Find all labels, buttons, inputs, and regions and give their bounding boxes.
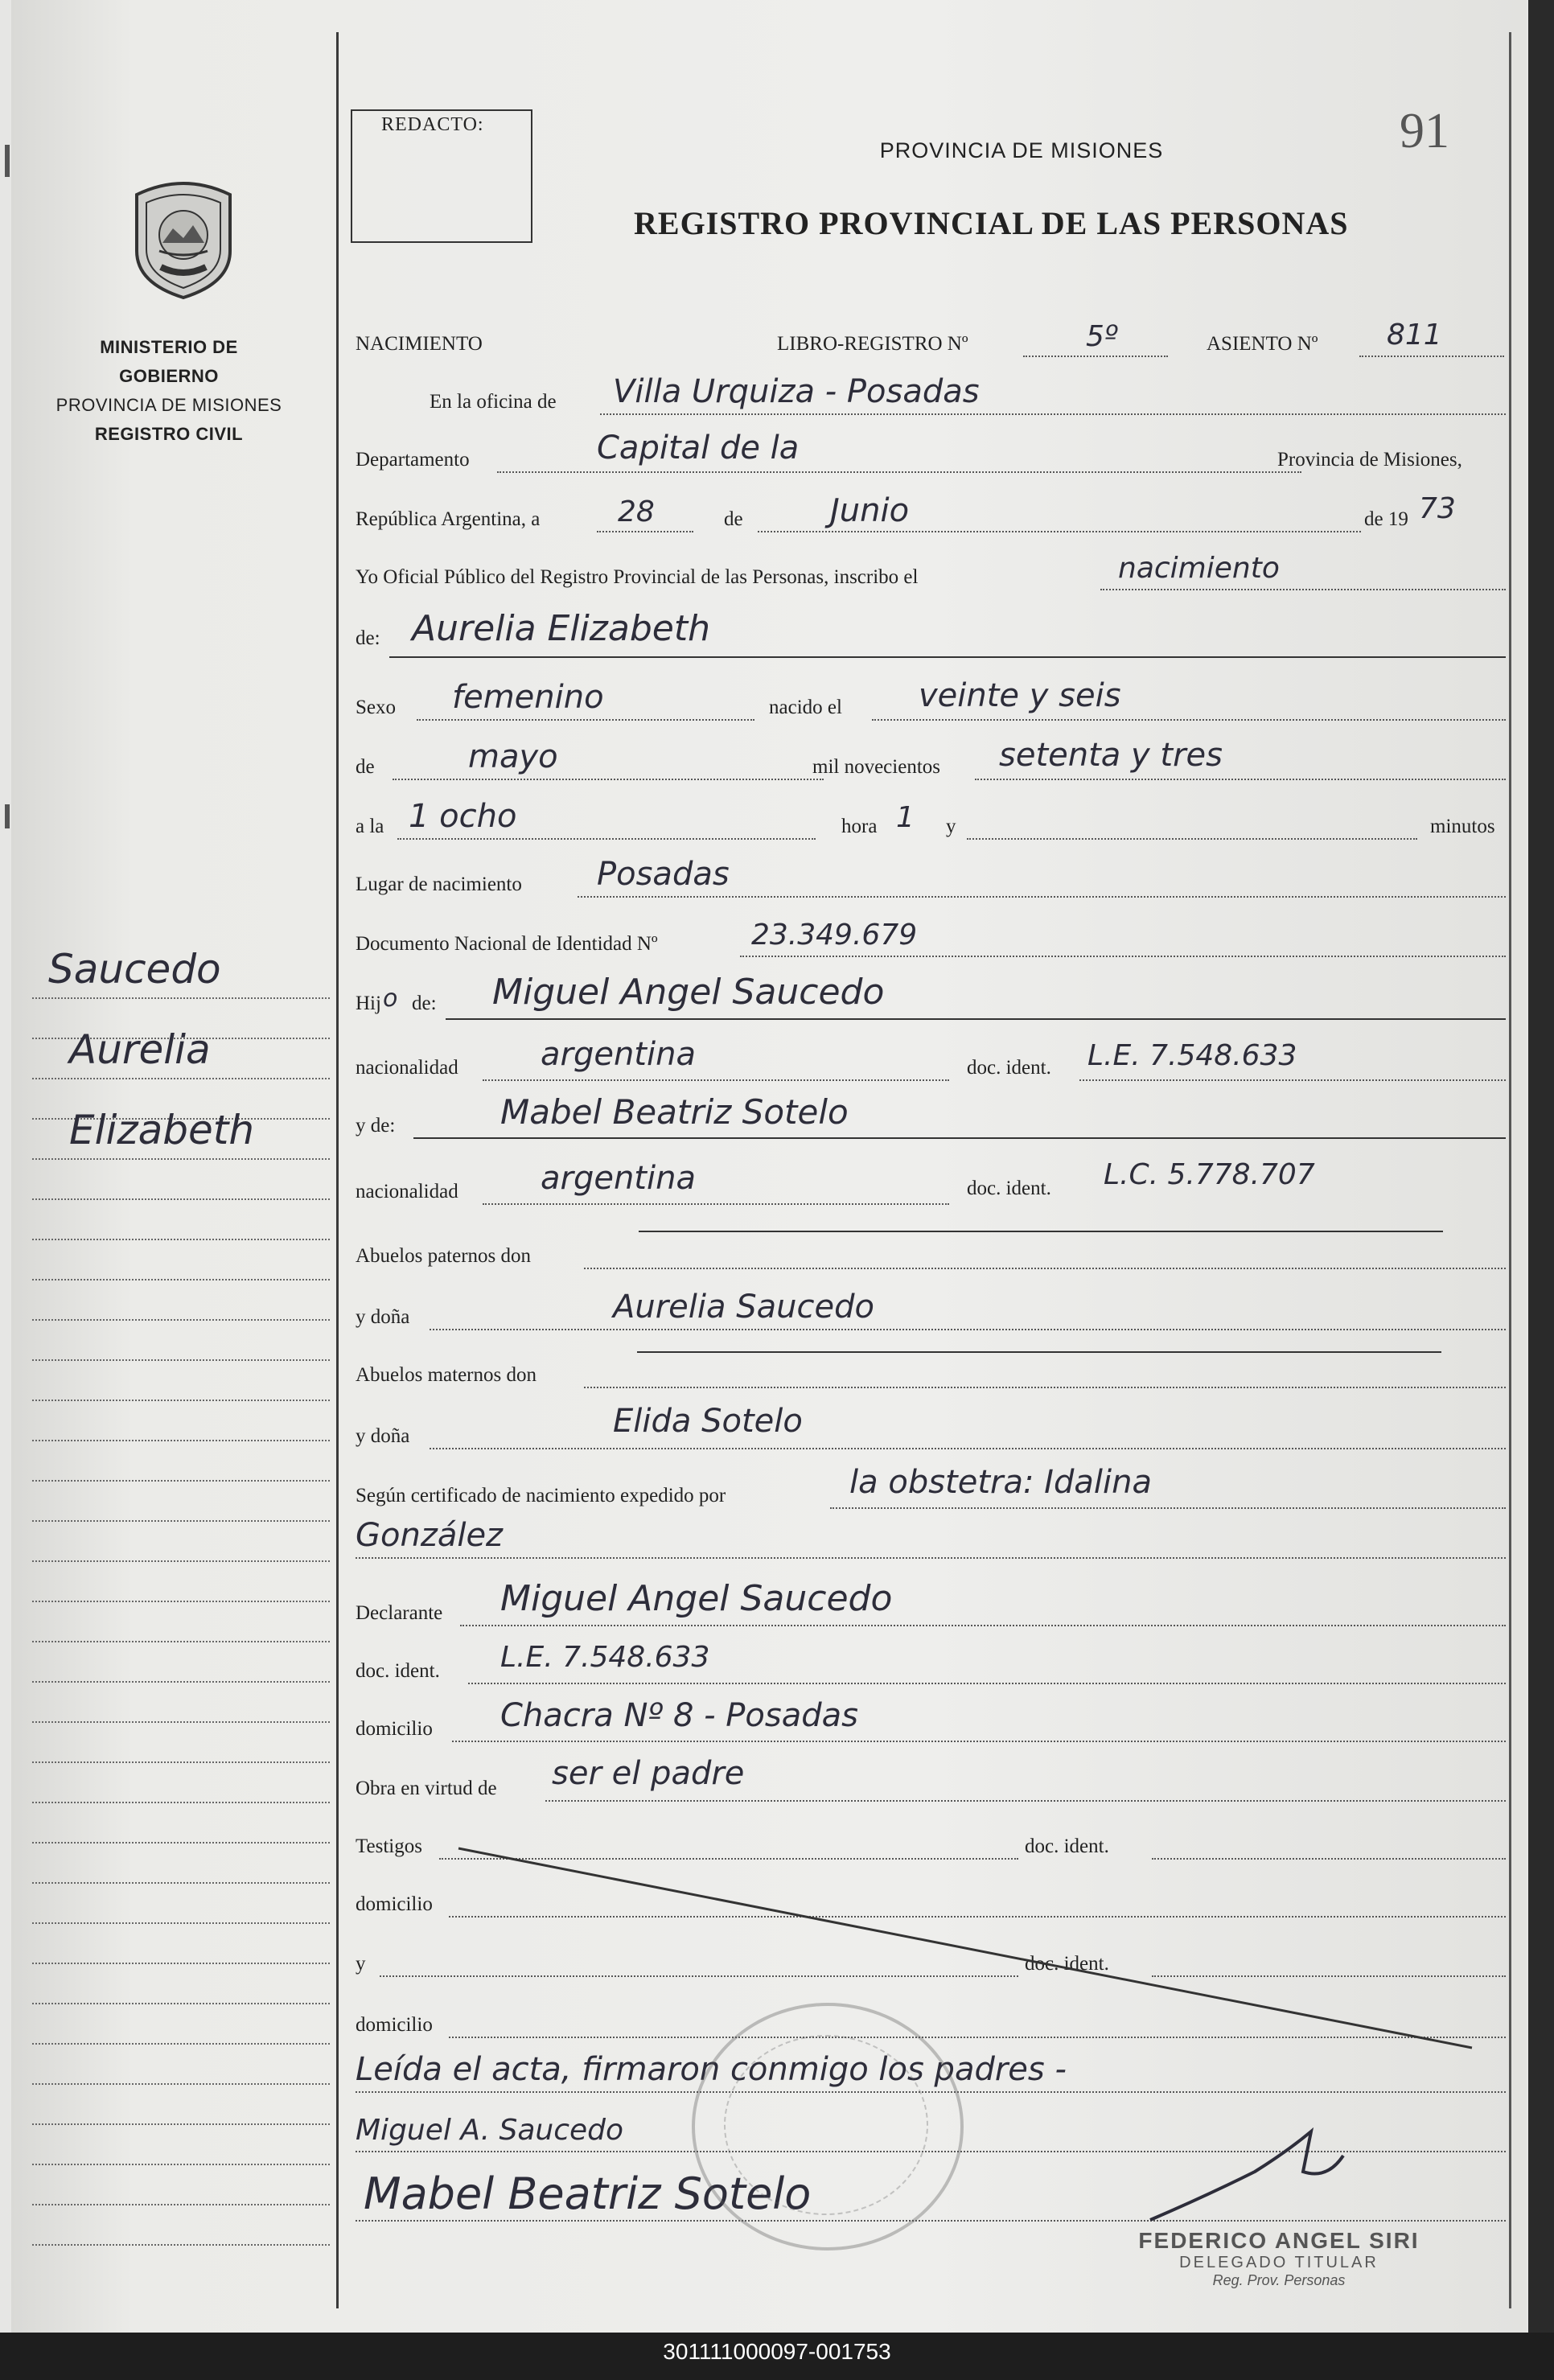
nacionalidad2-value: argentina	[541, 1160, 696, 1197]
oficina-value: Villa Urquiza - Posadas	[613, 373, 980, 410]
margin-line	[32, 1761, 330, 1763]
certificado2-dots	[356, 1557, 1506, 1559]
de-label: de	[724, 508, 743, 530]
margin-line	[32, 1520, 330, 1522]
abuelos-mat-dots	[584, 1387, 1506, 1388]
row-nacionalidad-1	[356, 1036, 1506, 1084]
declarante-label: Declarante	[356, 1602, 443, 1624]
anio-label: de 19	[1364, 508, 1408, 530]
y-label: y	[946, 816, 956, 837]
margin-line	[32, 1842, 330, 1844]
y2-label: y	[356, 1953, 366, 1975]
row-fecha-nac	[356, 737, 1506, 785]
oficina-label: En la oficina de	[430, 391, 557, 413]
nacionalidad1-label: nacionalidad	[356, 1057, 458, 1079]
ministry-line: MINISTERIO DE GOBIERNO	[100, 337, 238, 386]
oficina-dots	[600, 413, 1506, 415]
obra-value: ser el padre	[552, 1755, 745, 1792]
libro-label: LIBRO-REGISTRO Nº	[777, 333, 968, 355]
binding-mark	[5, 804, 10, 828]
margin-line	[32, 1239, 330, 1240]
margin-line	[32, 2164, 330, 2165]
hijo-de-label: de:	[412, 993, 437, 1014]
nacido-value: veinte y seis	[919, 677, 1121, 714]
margin-line	[32, 2123, 330, 2125]
official-stamp	[1110, 2228, 1448, 2289]
redacto-box	[351, 109, 532, 243]
right-rule	[1509, 32, 1511, 2308]
official-title: DELEGADO TITULAR	[1179, 2254, 1379, 2271]
abuelos-pat-label: Abuelos paternos don	[356, 1245, 532, 1267]
margin-line	[32, 1440, 330, 1441]
sexo-value: femenino	[452, 679, 604, 716]
row-abuelos-paternos	[356, 1237, 1506, 1276]
oficial-label: Yo Oficial Público del Registro Provincial de las Personas, inscribo el	[356, 566, 919, 588]
certificado-value: la obstetra: Idalina	[849, 1464, 1152, 1501]
mes-value: Junio	[830, 492, 910, 529]
margin-line	[32, 1641, 330, 1642]
de-nombre-label: de:	[356, 627, 380, 649]
docident1-dots	[1079, 1079, 1506, 1081]
hijo-suffix: o	[383, 984, 398, 1013]
margin-line	[32, 1400, 330, 1401]
dia-value: 28	[618, 495, 655, 528]
hora-label: hora	[841, 816, 878, 837]
margin-line	[32, 997, 330, 999]
firma2-value: Mabel Beatriz Sotelo	[364, 2168, 812, 2219]
image-id: 301111000097-001753	[663, 2339, 891, 2364]
nacionalidad2-dots	[483, 1203, 949, 1205]
asiento-label: ASIENTO Nº	[1207, 333, 1318, 355]
row-declarante	[356, 1578, 1506, 1626]
row-nacimiento	[356, 319, 1506, 367]
docident3-label: doc. ident.	[356, 1660, 440, 1682]
departamento-value: Capital de la	[597, 430, 800, 467]
margin-line	[32, 1560, 330, 1562]
docident1-label: doc. ident.	[967, 1057, 1051, 1079]
anio-nac-dots	[975, 779, 1506, 780]
row-hora	[356, 798, 1506, 845]
docident5-label: doc. ident.	[1025, 1953, 1109, 1975]
madre-line	[413, 1137, 1506, 1139]
domicilio1-dots	[452, 1741, 1506, 1742]
margin-line	[32, 2204, 330, 2205]
margin-line	[32, 1721, 330, 1723]
firma1-value: Miguel A. Saucedo	[356, 2114, 624, 2147]
departamento-label: Departamento	[356, 449, 470, 471]
row-oficial	[356, 552, 1506, 597]
departamento-dots	[497, 471, 1301, 473]
row-departamento	[356, 430, 1506, 481]
province-heading: PROVINCIA DE MISIONES	[879, 138, 1164, 162]
row-oficina	[356, 373, 1506, 421]
margin-line	[32, 1882, 330, 1884]
redacto-label: REDACTO:	[381, 114, 484, 135]
abuela-mat-value: Elida Sotelo	[613, 1403, 803, 1440]
abuela-pat-underline	[637, 1351, 1441, 1353]
margin-line	[32, 2043, 330, 2045]
certificado-value-2: González	[356, 1517, 504, 1554]
margin-line	[32, 1198, 330, 1200]
ministry-line: REGISTRO CIVIL	[94, 424, 244, 444]
margin-name-2: Elizabeth	[69, 1107, 255, 1153]
dni-label: Documento Nacional de Identidad Nº	[356, 933, 658, 955]
docident2-value: L.C. 5.778.707	[1104, 1158, 1315, 1191]
nacionalidad1-value: argentina	[541, 1036, 696, 1073]
margin-line	[32, 1078, 330, 1079]
row-madre	[356, 1092, 1506, 1141]
certificado-label: Según certificado de nacimiento expedido por	[356, 1485, 726, 1507]
row-docident-3	[356, 1641, 1506, 1687]
registry-heading: REGISTRO PROVINCIAL DE LAS PERSONAS	[634, 205, 1349, 241]
domicilio3-label: domicilio	[356, 2014, 433, 2036]
official-signature	[1142, 2123, 1351, 2236]
provincia-label: Provincia de Misiones,	[1277, 449, 1462, 471]
margin-line	[32, 2083, 330, 2085]
ala-dots	[397, 838, 816, 840]
libro-value: 5º	[1086, 320, 1118, 353]
nacido-label: nacido el	[769, 697, 842, 718]
anio-nac-value: setenta y tres	[999, 737, 1223, 774]
sexo-label: Sexo	[356, 697, 396, 718]
ministry-block	[48, 333, 290, 449]
page-number: 91	[1400, 104, 1449, 158]
nacionalidad1-dots	[483, 1079, 949, 1081]
margin-line	[32, 1681, 330, 1683]
abuela-mat-dots	[430, 1448, 1506, 1449]
asiento-value: 811	[1387, 319, 1442, 351]
abuelos-pat-dona-label: y doña	[356, 1306, 410, 1328]
minutos-dots	[967, 838, 1417, 840]
row-abuelos-maternos	[356, 1356, 1506, 1395]
official-name: FEDERICO ANGEL SIRI	[1138, 2228, 1420, 2253]
row-republica	[356, 492, 1506, 539]
margin-name-1: Aurelia	[69, 1026, 211, 1073]
dni-value: 23.349.679	[751, 919, 918, 952]
margin-notes	[32, 946, 330, 2300]
docident3-value: L.E. 7.548.633	[500, 1641, 710, 1674]
obra-dots	[545, 1800, 1506, 1802]
ala-label: a la	[356, 816, 384, 837]
row-lugar	[356, 856, 1506, 902]
mes-nac-dots	[393, 779, 824, 780]
padre-line	[446, 1018, 1506, 1020]
abuelos-mat-dona-label: y doña	[356, 1425, 410, 1447]
republica-label: República Argentina, a	[356, 508, 541, 530]
margin-line	[32, 1601, 330, 1602]
row-hijo	[356, 972, 1506, 1020]
abuelos-pat-dots	[584, 1268, 1506, 1269]
lugar-dots	[578, 896, 1506, 898]
row-nombre	[356, 608, 1506, 650]
declarante-value: Miguel Angel Saucedo	[500, 1578, 893, 1619]
madre-value: Mabel Beatriz Sotelo	[500, 1092, 849, 1132]
dni-dots	[740, 956, 1506, 957]
nacimiento-label: NACIMIENTO	[356, 333, 483, 355]
docident3-dots	[468, 1683, 1506, 1684]
cancel-line	[450, 1842, 1480, 2051]
docident2-label: doc. ident.	[967, 1178, 1051, 1199]
oficial-dots	[1100, 589, 1506, 590]
testigos-label: Testigos	[356, 1835, 422, 1857]
nacido-dots	[872, 719, 1506, 721]
docident1-value: L.E. 7.548.633	[1087, 1039, 1297, 1072]
mes-dots	[758, 531, 1361, 532]
row-domicilio-1	[356, 1697, 1506, 1745]
margin-line	[32, 1279, 330, 1280]
row-certificado-2	[356, 1517, 1506, 1562]
leida-value: Leída el acta, firmaron conmigo los padres -	[356, 2051, 1067, 2088]
registry-stamp-inner	[724, 2035, 928, 2215]
ala-value: 1 ocho	[409, 798, 517, 835]
row-nacionalidad-2	[356, 1158, 1506, 1208]
yde-label: y de:	[356, 1115, 396, 1137]
lugar-label: Lugar de nacimiento	[356, 873, 522, 895]
mes-nac-value: mayo	[468, 738, 558, 775]
row-dni	[356, 919, 1506, 962]
hora-value: 1	[896, 801, 915, 834]
margin-line	[32, 1158, 330, 1160]
abuela-pat-dots	[430, 1329, 1506, 1330]
asiento-dots	[1359, 356, 1504, 357]
margin-line	[32, 1922, 330, 1924]
anio-value: 73	[1419, 492, 1456, 525]
row-abuela-paterna	[356, 1289, 1506, 1334]
margin-line	[32, 1319, 330, 1321]
row-sexo	[356, 677, 1506, 724]
hijo-label: Hij	[356, 993, 381, 1014]
minutos-label: minutos	[1430, 816, 1495, 837]
margin-rule	[336, 32, 339, 2308]
libro-dots	[1023, 356, 1168, 357]
lugar-value: Posadas	[597, 856, 730, 893]
ministry-line: PROVINCIA DE MISIONES	[56, 395, 282, 415]
abuela-pat-value: Aurelia Saucedo	[613, 1289, 874, 1326]
padre-value: Miguel Angel Saucedo	[492, 972, 885, 1013]
nacionalidad2-label: nacionalidad	[356, 1181, 458, 1202]
dia-dots	[597, 531, 693, 532]
margin-line	[32, 1802, 330, 1803]
nombre-value: Aurelia Elizabeth	[412, 608, 710, 649]
margin-line	[32, 1480, 330, 1482]
provincial-seal-icon	[129, 179, 238, 299]
domicilio1-value: Chacra Nº 8 - Posadas	[500, 1697, 858, 1734]
oficial-value: nacimiento	[1118, 552, 1280, 585]
domicilio2-label: domicilio	[356, 1893, 433, 1915]
row-abuela-materna	[356, 1403, 1506, 1453]
nacionalidad2-underline	[639, 1231, 1443, 1232]
margin-line	[32, 1963, 330, 1964]
mil-label: mil novecientos	[812, 756, 940, 778]
margin-line	[32, 2003, 330, 2004]
obra-label: Obra en virtud de	[356, 1778, 497, 1799]
declarante-dots	[460, 1625, 1506, 1626]
row-obra	[356, 1755, 1506, 1805]
nombre-line	[389, 656, 1506, 658]
certificado-dots	[830, 1507, 1506, 1509]
abuelos-mat-label: Abuelos maternos don	[356, 1364, 536, 1386]
de2-label: de	[356, 756, 375, 778]
sexo-dots	[417, 719, 754, 721]
docident4-label: doc. ident.	[1025, 1835, 1109, 1857]
official-reg: Reg. Prov. Personas	[1212, 2272, 1346, 2288]
margin-surname: Saucedo	[48, 946, 221, 993]
margin-line	[32, 1359, 330, 1361]
margin-line	[32, 2244, 330, 2246]
row-certificado	[356, 1464, 1506, 1512]
domicilio1-label: domicilio	[356, 1718, 433, 1740]
